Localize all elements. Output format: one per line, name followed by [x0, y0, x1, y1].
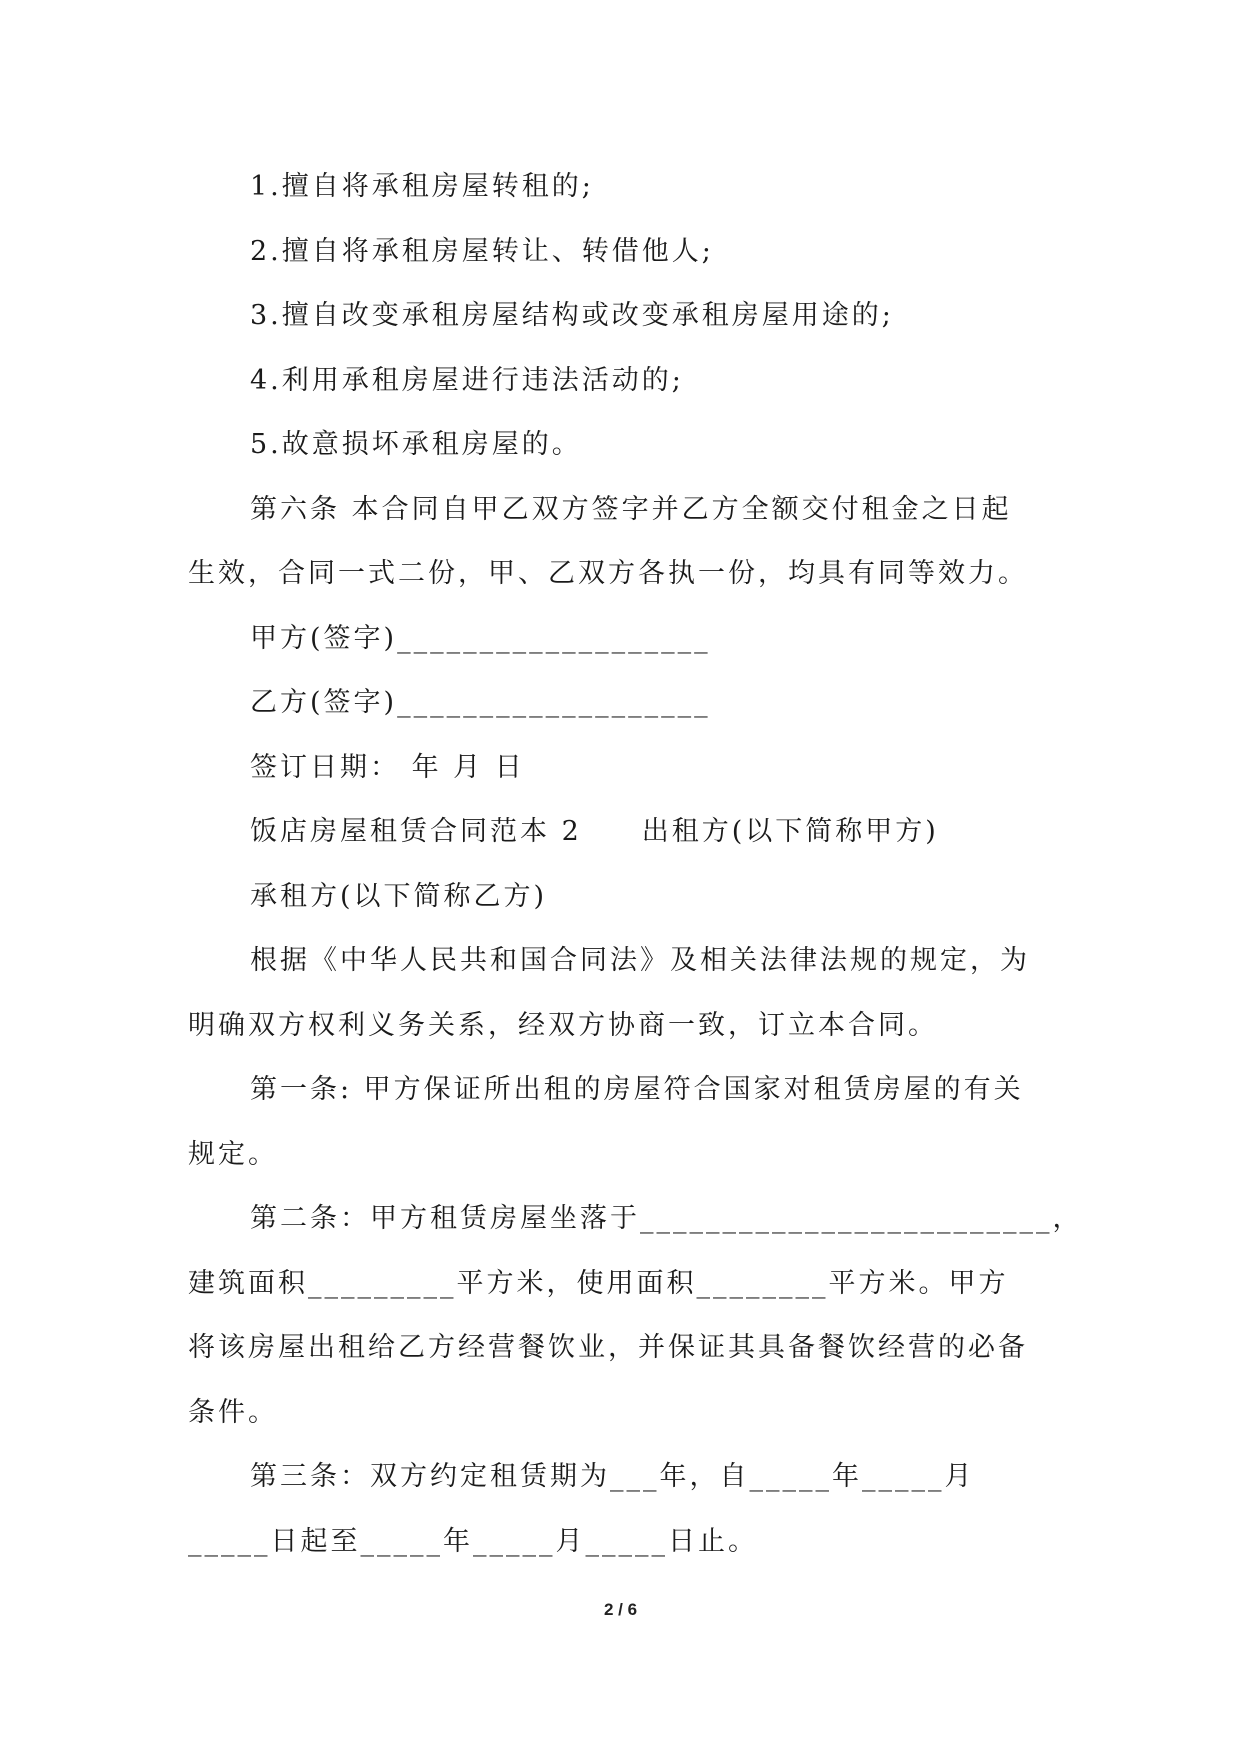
article-one-line-1: 第一条: 甲方保证所出租的房屋符合国家对租赁房屋的有关 — [250, 1074, 1024, 1105]
page-number: 2 / 6 — [603, 1600, 638, 1619]
preamble-line-1: 根据《中华人民共和国合同法》及相关法律法规的规定，为 — [250, 945, 1030, 976]
preamble-line-2: 明确双方权利义务关系，经双方协商一致，订立本合同。 — [188, 1009, 938, 1041]
article-two-line-4: 条件。 — [188, 1396, 278, 1428]
clause-item-4: 4.利用承租房屋进行违法活动的; — [250, 364, 684, 396]
signing-date: 签订日期： 年 月 日 — [250, 751, 525, 783]
lessor-label: 出租方(以下简称甲方) — [641, 816, 939, 847]
clause-item-5: 5.故意损坏承租房屋的。 — [250, 429, 582, 460]
article-six-line-2: 生效，合同一式二份，甲、乙双方各执一份，均具有同等效力。 — [188, 558, 1028, 589]
party-b-signature: 乙方(签字)___________________ — [250, 687, 711, 718]
clause-item-2: 2.擅自将承租房屋转让、转借他人; — [250, 235, 714, 267]
article-one-line-2: 规定。 — [188, 1138, 278, 1170]
contract-title-line — [188, 800, 1058, 865]
clause-item-3: 3.擅自改变承租房屋结构或改变承租房屋用途的; — [250, 300, 894, 331]
article-three-line-2: _____日起至_____年_____月_____日止。 — [188, 1525, 758, 1557]
document-body — [188, 155, 1083, 1574]
contract-title: 饭店房屋租赁合同范本 2 — [250, 816, 582, 847]
article-two-line-1: 第二条：甲方租赁房屋坐落于_________________________， — [250, 1203, 1083, 1234]
party-a-signature: 甲方(签字)___________________ — [250, 622, 711, 654]
article-two-line-3: 将该房屋出租给乙方经营餐饮业，并保证其具备餐饮经营的必备 — [188, 1332, 1028, 1363]
article-three-line-1: 第三条：双方约定租赁期为___年，自_____年_____月 — [250, 1461, 975, 1492]
clause-item-1: 1.擅自将承租房屋转租的; — [250, 171, 594, 202]
article-six-line-1: 第六条 本合同自甲乙双方签字并乙方全额交付租金之日起 — [250, 493, 1012, 525]
lessee-label: 承租方(以下简称乙方) — [250, 880, 548, 912]
article-two-line-2: 建筑面积_________平方米，使用面积________平方米。甲方 — [188, 1267, 1009, 1299]
